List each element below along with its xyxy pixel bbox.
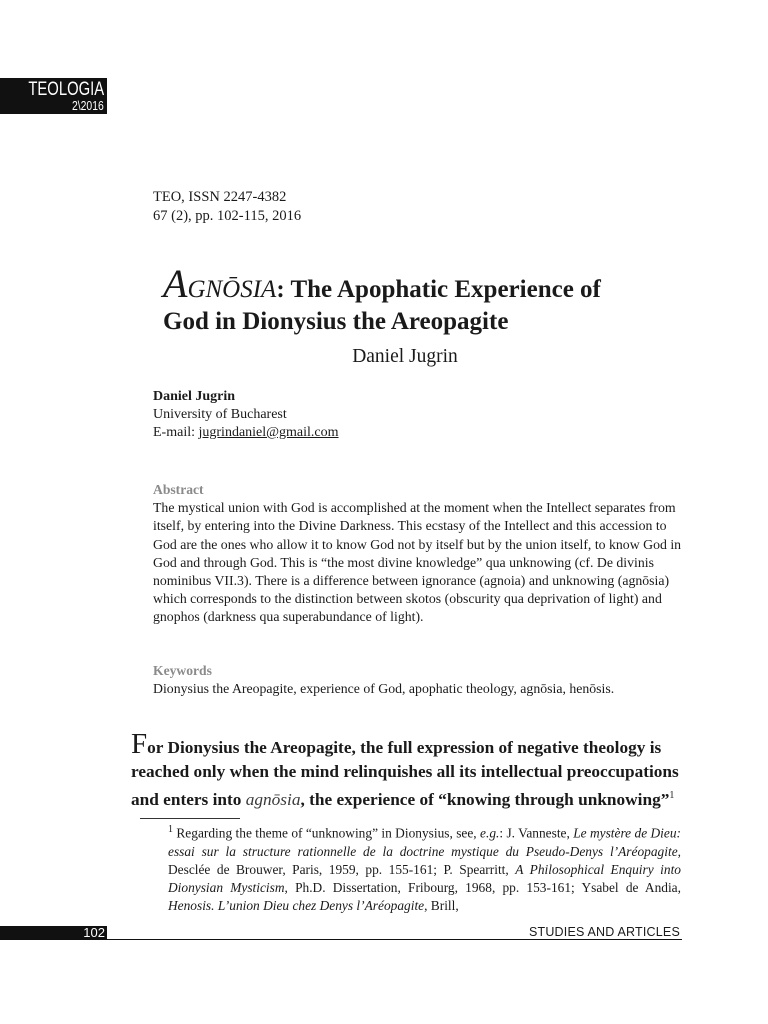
journal-name: TEOLOGIA (28, 79, 104, 100)
citation-block (153, 188, 301, 226)
title-drop-letter: A (163, 261, 188, 306)
footnote-text-c: , Desclée de Brouwer, Paris, 1959, pp. 155-161; P. Spearritt, (168, 843, 681, 877)
body-drop-letter: F (131, 728, 148, 760)
author-byline: Daniel Jugrin (352, 346, 458, 367)
affiliation-name: Daniel Jugrin (153, 389, 236, 404)
footnote-eg: e.g. (480, 825, 500, 841)
footnote-reference[interactable]: 1 (669, 789, 675, 801)
email-label: E-mail: (153, 425, 199, 440)
title-line-1 (163, 261, 723, 306)
affiliation-block (153, 388, 339, 442)
page-number: 102 (83, 925, 105, 940)
citation-issn: TEO, ISSN 2247-4382 (153, 189, 287, 205)
title-rest: : The Apophatic Experience of (276, 276, 601, 303)
keywords-section (153, 662, 693, 698)
title-smallcaps: GNŌSIA (187, 276, 277, 303)
keywords-heading: Keywords (153, 663, 212, 678)
footer-page-tab (0, 926, 107, 940)
footnote-number: 1 (168, 824, 173, 835)
affiliation-institution: University of Bucharest (153, 407, 287, 422)
body-text-part2: , the experience of “knowing through unknowing” (300, 789, 670, 809)
journal-issue: 2\2016 (72, 98, 104, 113)
email-link[interactable]: jugrindaniel@gmail.com (198, 425, 339, 440)
footnote (144, 821, 681, 915)
footnote-work-3: Henosis. L’union Dieu chez Denys l’Aréopagite (168, 898, 425, 914)
footnote-rule (140, 818, 240, 819)
body-text-part1: or Dionysius the Areopagite, the full expression of negative theology is reached only when the mind relinquishes all its intellectual preoccupations and enters into (131, 738, 679, 809)
footnote-work-1: Le mystère de Dieu: essai sur la structure rationnelle de la doctrine mystique du Pseudo-Denys l’Aréopagite (168, 825, 681, 859)
body-term: agnōsia (245, 789, 301, 809)
body-paragraph (131, 728, 686, 811)
journal-tab (0, 78, 107, 114)
abstract-heading: Abstract (153, 482, 204, 497)
footnote-text-d: , Ph.D. Dissertation, Fribourg, 1968, pp. 153-161; Ysabel de Andia, (284, 880, 681, 896)
footnote-text-e: , Brill, (424, 898, 459, 914)
keywords-text: Dionysius the Areopagite, experience of God, apophatic theology, agnōsia, henōsis. (153, 681, 615, 697)
citation-pages: 67 (2), pp. 102-115, 2016 (153, 208, 302, 224)
footer-rule (107, 939, 682, 940)
running-section-title: STUDIES AND ARTICLES (528, 925, 680, 939)
abstract-section (153, 481, 683, 627)
footnote-work-2: A Philosophical Enquiry into Dionysian Mysticism (168, 861, 682, 896)
title-line-2: God in Dionysius the Areopagite (163, 308, 509, 335)
article-title (163, 261, 723, 338)
footnote-text-a: Regarding the theme of “unknowing” in Dionysius, see, (173, 825, 481, 841)
abstract-text: The mystical union with God is accomplished at the moment when the Intellect separates from itself, by entering into the Divine Darkness. This ecstasy of the Intellect and this accession to God are the ones who allow it to know God not by itself but by the union itself, to know God in God and through God. This is “the most divine knowledge” qua unknowing (cf. De divinis nominibus VII.3). There is a difference between ignorance (agnoia) and unknowing (agnōsia) which corresponds to the distinction between skotos (obscurity qua deprivation of light) and gnophos (darkness qua superabundance of light). (153, 500, 682, 625)
affiliation-email-line (153, 424, 339, 442)
footnote-text-b: : J. Vanneste, (499, 825, 574, 841)
